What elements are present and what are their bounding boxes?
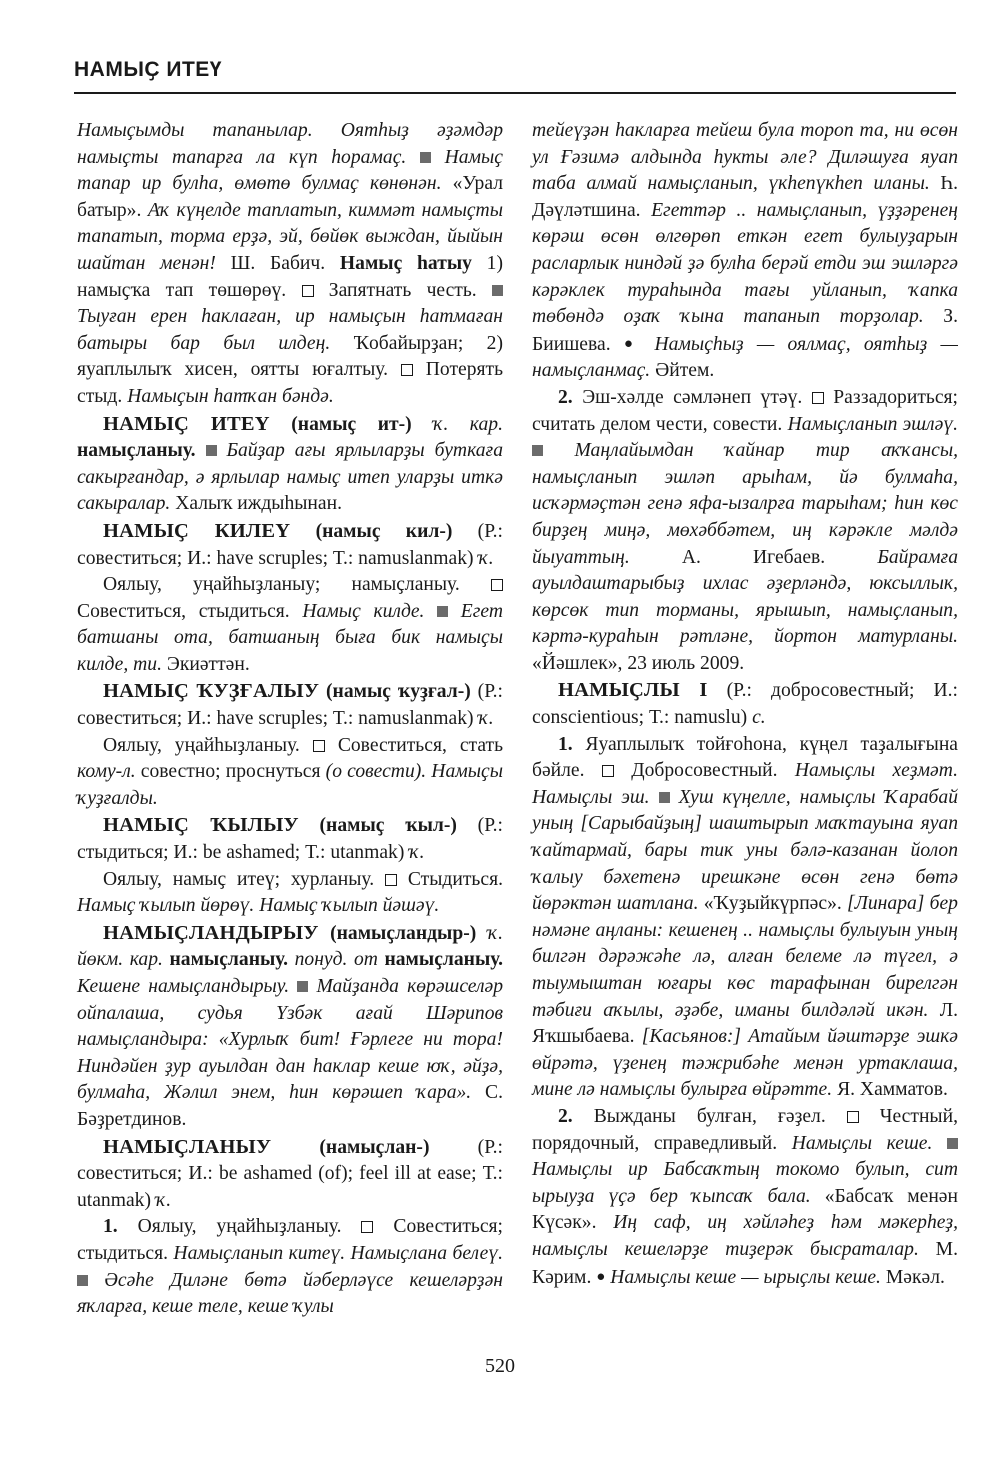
russian-translation: Совеститься, стыдиться. [77, 600, 290, 622]
header-rule [74, 92, 956, 94]
example-text: тейеүҙән һакларға тейеш була тороп та, ни өсөн ул Ғәзимә алдында һукты әле? Диләшуға яуап таба алмай намыҫланып, үкһепүкһеп иланы. [532, 120, 958, 195]
russian-translation: Честный, порядочный, справедливый. [532, 1105, 958, 1154]
translation-marker-icon [491, 579, 503, 591]
source-citation: Халыҡ иждыһынан. [175, 493, 342, 515]
grammar-label: кому-л. [77, 761, 136, 783]
source-citation: Ш. Бабич. [230, 252, 326, 274]
definition-text: 1) намыҫҡа тап төшөрөү. [77, 252, 503, 301]
entry-continuation [77, 118, 503, 411]
example-marker-icon [492, 285, 503, 296]
translations: (Р.: стыдиться; И.: be ashamed; Т.: utanmak) [77, 815, 503, 864]
russian-translation: Стыдиться. [407, 868, 503, 890]
example-text: Намыҫланып китеү. Намыҫлана белеү. [173, 1242, 503, 1264]
example-text: Намыҫлы хеҙмәт. Намыҫлы эш. [532, 760, 958, 808]
translation-marker-icon [401, 364, 413, 376]
entry-continuation [532, 118, 958, 385]
russian-translation: Совеститься, стать [337, 734, 504, 756]
definition-text: Выжданы булған, ғәҙел. [593, 1105, 826, 1127]
entry-namysly-1 [532, 677, 958, 731]
translations: (Р.: добросовестный; И.: conscientious; Т.: namuslu) [532, 680, 959, 729]
entry-headword: НАМЫҪ ҠЫЛЫУ [103, 814, 299, 837]
source-citation: С. Бәҙретдинов. [77, 1082, 503, 1130]
example-text: Намыҫлы ир Бабсаҡтың токомо булып, сит ырыуҙа үҫә бер ҡыпсаҡ бала. [532, 1159, 958, 1207]
entry-headword: НАМЫҪЛАНДЫРЫУ [103, 921, 319, 944]
stem-form: (намыҫ ит-) [291, 413, 412, 435]
entry-sense-1 [532, 732, 958, 1104]
example-text: [Касьянов:] Атайым йәштәрҙе эшкә өйрәтә, үҙенең тәжрибәһе менән уртаклаша, мине лә намыҫлы булырға өйрәтте. [532, 1026, 958, 1101]
russian-translation: Потерять стыд. [77, 359, 504, 407]
example-marker-icon [947, 1138, 958, 1149]
example-text: (о совести). Намыҫы ҡуҙғалды. [77, 761, 503, 809]
example-marker-icon [297, 981, 308, 992]
grammar-label: понуд. от [294, 949, 378, 971]
translation-marker-icon [313, 740, 325, 752]
example-text: Иң саф, иң хәйләһеҙ һәм мәкерһеҙ, намыҫлы кешеләрҙе тиҙерәк бысраталар. [532, 1212, 958, 1260]
stem-form: (намыҫландыр-) [330, 922, 477, 944]
entry-sense-2 [532, 1104, 958, 1291]
source-citation: Экиәттән. [166, 653, 250, 675]
source-citation: А. Игебаев. [681, 546, 826, 568]
entry-namys-kuzgalyu [77, 678, 503, 732]
russian-translation: Запятнать честь. [328, 279, 477, 301]
example-text: Майҙанда көрәшселәр ойпалаша, судья Үзбәк ағай Шәрипов намыҫландыра: «Хурлыҡ бит! Ғәрлеге ни тора! Ниндәйен ҙур ауылдан дан һаклар кеше юҡ, әйҙә, булмаһа, Жәлил энем, һин көрәшеп ҡара». [77, 976, 504, 1104]
phrase-headword: Намыҫ һатыу [339, 252, 472, 274]
translation-marker-icon [302, 285, 314, 297]
entry-sense-2 [532, 385, 958, 678]
translation-marker-icon [385, 874, 397, 886]
example-text: Намыҫлы кеше. [791, 1132, 933, 1154]
example-marker-icon [437, 606, 448, 617]
entry-headword: НАМЫҪ ҠУҘҒАЛЫУ [103, 680, 320, 703]
entry-definition [77, 733, 503, 813]
example-marker-icon [420, 152, 431, 163]
proverb-bullet-icon: ● [596, 1268, 606, 1285]
entry-sense-1 [77, 1214, 503, 1320]
definition-text: Яуаплылыҡ тойғоһона, күңел таҙалығына бәйле. [532, 733, 958, 782]
translations: (Р.: совеститься; И.: have scruples; Т.: namuslanmak) [77, 520, 503, 569]
example-text: Намыҫланып эшләү. [787, 413, 958, 435]
entry-definition [77, 572, 503, 678]
definition-text: Оялыу, уңайһыҙланыу; намыҫланыу. [103, 574, 460, 596]
russian-translation: Добросовестный. [631, 760, 778, 782]
source-citation: «Йәшлек», 23 июль 2009. [532, 652, 745, 674]
left-column [77, 118, 503, 1321]
source-citation: Әйтем. [655, 360, 715, 382]
entry-headword: НАМЫҪЛЫ I [558, 679, 708, 702]
example-marker-icon [659, 792, 670, 803]
grammar-label: ҡ. [155, 1189, 172, 1211]
example-text: Байрамға ауылдаштарыбыҙ ихлас әҙерләндә, юксыллык, көрсөк тип торманы, ярышып, намыҫланып, кәртә-кураһын рәтләне, йортон матурланы. [532, 546, 959, 648]
sense-number: 2. [558, 1105, 573, 1127]
source-citation: «Бабсаҡ менән Күсәк». [532, 1185, 958, 1234]
grammar-label: ҡ. [409, 842, 425, 864]
russian-translation: Раззадориться; считать делом чести, совести. [532, 386, 958, 435]
running-header: НАМЫҪ ИТЕҮ [74, 58, 222, 81]
grammar-label: ҡ. [478, 708, 494, 730]
translations: (Р.: совеститься; И.: have scruples; Т.: namuslanmak) [77, 681, 503, 730]
proverb-text: Намыҫһыҙ — оялмаҫ, оятһыҙ — намыҫланмаҫ. [532, 333, 958, 382]
entry-namys-kileu [77, 518, 503, 572]
example-text: Намыҫ ҡылып йөрөү. Намыҫ ҡылып йәшәү. [77, 895, 440, 917]
source-citation: М. Кәрим. [532, 1238, 958, 1288]
example-text: Намыҫ килдe. [302, 600, 425, 622]
cross-reference: намыҫланыу. [384, 949, 504, 971]
sense-number: 2. [558, 386, 573, 408]
source-citation: Мәкәл. [885, 1266, 945, 1288]
translations: (Р.: совеститься; И.: be ashamed (of); feel ill at ease; Т.: utanmak) [77, 1136, 503, 1211]
example-text: Кешене намыҫландырыу. [77, 976, 290, 997]
source-citation: З. Биишева. [532, 306, 958, 355]
example-text: Тыуған ерен һаклаған, ир намыҫын һатмаған батыры бар был илдең. [77, 306, 503, 354]
entry-headword: НАМЫҪЛАНЫУ [103, 1135, 272, 1158]
cross-reference: намыҫланыу. [77, 440, 196, 462]
example-text: Хуш күңелле, намыҫлы Ҡарабай уның [Сарыбайҙың] шаштырып маҡтауына яуап ҡайтармай, бары тик уны бәлә-казанан йолоп ҡалыу бәхетенә ирешкәне өсөн генә бөтә йөрәктән шатлана. [532, 786, 958, 915]
example-text: Намыҫымды тапанылар. Оятһыҙ әҙәмдәр намыҫты тапарға ла күп һорамаҫ. [77, 120, 503, 168]
example-text: Егет батшаны ота, батшаның быға бик намыҫы килде, ти. [77, 600, 503, 675]
example-text: Намыҫ тапар ир булһа, өмөтө булмаҫ көнөнән. [77, 146, 503, 195]
stem-form: (намыҫлан-) [319, 1136, 430, 1158]
translation-marker-icon [847, 1111, 859, 1123]
right-column [532, 118, 958, 1291]
translation-marker-icon [602, 765, 614, 777]
stem-form: (намыҫ ҡуҙғал-) [326, 681, 471, 703]
example-text: Маңлайымдан ҡайнар тир аҡҡансы, намыҫланып эшләп арыһам, йә булмаһа, исҡәрмәҫтән генә яфа-ызалрға тарыһам; һин көс бирҙең миңә, мөхәббәтем, иң кәрәкле мәлдә йыуаттың. [532, 440, 958, 568]
russian-translation: совестно; проснуться [140, 761, 321, 783]
definition-text: Оялыу, намыҫ итеү; хурланыу. [103, 868, 375, 890]
entry-headword: НАМЫҪ ИТЕҮ [103, 412, 270, 435]
entry-namyslanyu [77, 1134, 503, 1215]
proverb-text: Намыҫлы кеше — ырыҫлы кеше. [610, 1266, 881, 1288]
source-citation: Һ. Дәүләтшина. [532, 173, 958, 221]
example-text: Байҙар ағы ярлыларҙы буткаға сакырғандар, ә ярлылар намыҫ итеп уларҙы иткә сакыралар. [77, 440, 503, 515]
stem-form: (намыҫ ҡыл-) [319, 815, 457, 837]
proverb-bullet-icon: ● [623, 335, 642, 352]
translation-marker-icon [361, 1221, 373, 1233]
grammar-label: с. [752, 707, 766, 729]
sense-number: 1. [103, 1216, 118, 1238]
grammar-label: ҡ. йөкм. кар. [77, 922, 503, 971]
source-citation: «Урал батыр». [77, 173, 503, 221]
definition-text: Эш-хәлде сәмләнеп үтәү. [582, 386, 803, 408]
page-number: 520 [485, 1355, 515, 1377]
example-text: Әсәһе Диләне бөтә йәберләүсе кешеләрҙән яҡларға, кеше теле, кеше ҡулы [77, 1269, 503, 1318]
grammar-label: ҡ. кар. [433, 413, 503, 435]
source-citation: Я. Хамматов. [837, 1079, 948, 1101]
russian-translation: Совеститься; стыдиться. [77, 1216, 503, 1264]
source-citation: Ҡобайырҙан; 2) яуаплылыҡ хисен, оятты юғалтыу. [77, 332, 503, 381]
grammar-label: ҡ. [478, 547, 494, 569]
entry-headword: НАМЫҪ КИЛЕҮ [103, 519, 291, 542]
source-citation: «Ҡуҙыйкүрпәс». [703, 893, 842, 915]
entry-namys-kylyu [77, 812, 503, 866]
cross-reference: намыҫланыу. [169, 949, 289, 971]
sense-number: 1. [558, 733, 573, 755]
definition-text: Оялыу, уңайһыҙланыу. [137, 1216, 342, 1238]
example-marker-icon [532, 445, 543, 456]
entry-definition [77, 867, 503, 920]
entry-namys-iteu [77, 411, 503, 518]
example-marker-icon [206, 445, 217, 456]
example-text: Егеттәр .. намыҫланып, үҙҙәренең көрәш өсөн өлгөрөп еткән егет булыуҙарын расларлык ниндәй ҙә булһа берәй етди эш эшләргә кәрәклек тураһында тағы уйланып, ҡапка төбөндә оҙаҡ ҡына тапанып торҙолар. [532, 199, 958, 328]
entry-namyslandyryu [77, 920, 503, 1134]
translation-marker-icon [812, 392, 824, 404]
example-marker-icon [77, 1275, 88, 1286]
example-text: Намыҫын һатҡан бәндә. [127, 385, 334, 407]
definition-text: Оялыу, уңайһыҙланыу. [103, 734, 300, 756]
example-text: Аҡ күңелде таплатып, киммәт намыҫты тапатып, торма ерҙә, эй, бөйөк выждан, йыйын шайтан менән! [77, 199, 503, 274]
stem-form: (намыҫ кил-) [315, 520, 453, 542]
example-text: [Линара] бер нәмәне аңланы: кешенең .. намыҫлы булыуын уның билгән дәрәжәһе лә, алған белеме лә түгел, ә тыумыштан юғары көс тарафынан бирелгән тәбиғи аҡылы, әҙәбе, иманы билдәләй икән. [532, 893, 958, 1021]
source-citation: Л. Яҡшыбаева. [532, 999, 958, 1048]
